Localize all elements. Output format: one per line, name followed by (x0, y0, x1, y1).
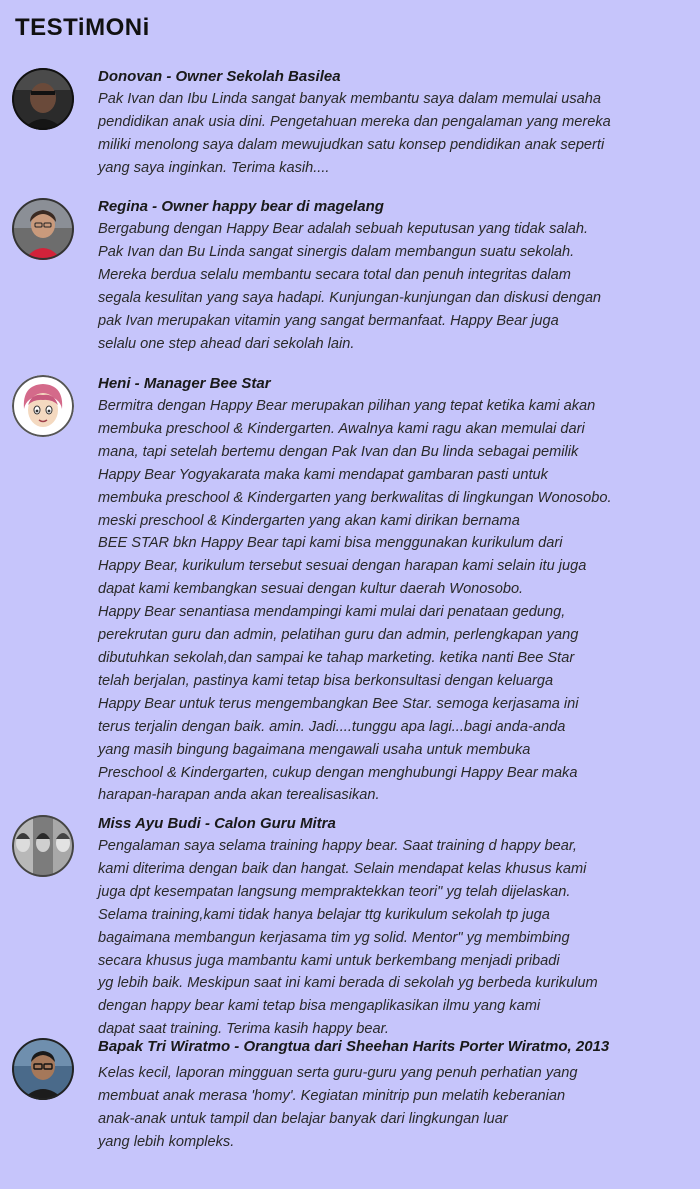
testimonial-line: Pak Ivan dan Bu Linda sangat sinergis dalam membangun suatu sekolah. (98, 243, 575, 260)
testimonial-author: Regina - Owner happy bear di magelang (98, 198, 384, 215)
avatar-photo (12, 198, 74, 260)
testimonial-line: Selama training,kami tidak hanya belajar ttg kurikulum sekolah tp juga (98, 906, 550, 923)
avatar-photo (12, 68, 74, 130)
testimonial-line: Happy Bear senantiasa mendampingi kami mulai dari penataan gedung, (98, 604, 566, 621)
testimonial-line: pak Ivan merupakan vitamin yang sangat bermanfaat. Happy Bear juga (98, 312, 559, 329)
avatar-photo-image (12, 198, 74, 260)
testimonial-line: Pengalaman saya selama training happy bear. Saat training d happy bear, (98, 838, 577, 854)
testimonial-line: membuat anak merasa 'homy'. Kegiatan minitrip pun melatih keberanian (98, 1087, 566, 1104)
testimonial-line: Pak Ivan dan Ibu Linda sangat banyak membantu saya dalam memulai usaha (98, 91, 601, 107)
testimonial-line: BEE STAR bkn Happy Bear tapi kami bisa menggunakan kurikulum dari (98, 535, 563, 552)
testimonial-line: mana, tapi setelah bertemu dengan Pak Ivan dan Bu linda sebagai pemilik (98, 443, 579, 460)
testimonial-author: Donovan - Owner Sekolah Basilea (98, 68, 341, 85)
testimonial-line: Happy Bear, kurikulum tersebut sesuai dengan harapan kami selain itu juga (98, 558, 587, 575)
testimonial-line: dengan happy bear kami tetap bisa mengaplikasikan ilmu yang kami (98, 998, 541, 1015)
testimonial-line: bagaimana membangun kerjasama tim yg solid. Mentor" yg membimbing (98, 929, 570, 946)
testimonial-body (98, 1062, 577, 1154)
testimonial-body (98, 218, 601, 355)
testimonial-author: Bapak Tri Wiratmo - Orangtua dari Sheehan Harits Porter Wiratmo, 2013 (98, 1038, 610, 1055)
testimonial-author: Miss Ayu Budi - Calon Guru Mitra (98, 815, 336, 832)
testimonial-line: miliki menolong saya dalam mewujudkan satu konsep pendidikan anak seperti (98, 136, 605, 153)
testimonial-line: membuka preschool & Kindergarten. Awalnya kami ragu akan memulai dari (98, 420, 585, 437)
testimonial-line: membuka preschool & Kindergarten yang berkwalitas di lingkungan Wonosobo. (98, 489, 612, 506)
testimonial-line: dibutuhkan sekolah,dan sampai ke tahap marketing. ketika nanti Bee Star (98, 649, 575, 666)
testimonial-line: yg lebih baik. Meskipun saat ini kami berada di sekolah yg berbeda kurikulum (98, 975, 598, 992)
testimonial-line: perekrutan guru dan admin, pelatihan guru dan admin, perlengkapan yang (98, 627, 579, 644)
testimonial-line: dapat saat training. Terima kasih happy bear. (98, 1021, 389, 1038)
testimonial-line: dapat kami kembangkan sesuai dengan kultur daerah Wonosobo. (98, 581, 524, 598)
testimonial-line: pendidikan anak usia dini. Pengetahuan mereka dan pengalaman yang mereka (98, 113, 611, 130)
avatar-photo-image (12, 68, 74, 130)
testimonial-body (98, 835, 598, 1041)
avatar-cartoon (12, 375, 74, 437)
page-title: TESTiMONi (15, 14, 150, 41)
avatar-photo-image (12, 1038, 74, 1100)
testimonial-line: yang masih bingung bagaimana mengawali usaha untuk membuka (98, 741, 531, 758)
testimonial-body (98, 88, 611, 180)
testimonial-body (98, 395, 612, 807)
avatar-photo (12, 815, 74, 877)
testimonial-line: yang saya inginkan. Terima kasih.... (98, 159, 330, 176)
testimonial-author: Heni - Manager Bee Star (98, 375, 271, 392)
avatar-cartoon-image (12, 375, 74, 437)
avatar-photo (12, 1038, 74, 1100)
testimonial-line: juga dpt kesempatan langsung mempraktekkan teori" yg telah dijelaskan. (98, 883, 571, 900)
testimonial-line: Happy Bear untuk terus mengembangkan Bee Star. semoga kerjasama ini (98, 695, 579, 712)
testimonial-line: anak-anak untuk tampil dan belajar banyak dari lingkungan luar (98, 1110, 508, 1127)
testimonial-line: selalu one step ahead dari sekolah lain. (98, 335, 355, 352)
testimonial-line: meski preschool & Kindergarten yang akan kami dirikan bernama (98, 512, 520, 529)
testimonial-line: Bergabung dengan Happy Bear adalah sebuah keputusan yang tidak salah. (98, 221, 589, 237)
testimonial-line: yang lebih kompleks. (98, 1133, 235, 1150)
testimonial-line: segala kesulitan yang saya hadapi. Kunjungan-kunjungan dan diskusi dengan (98, 289, 602, 306)
testimonial-line: terus terjalin dengan baik. amin. Jadi....tunggu apa lagi...bagi anda-anda (98, 718, 566, 735)
avatar-photo-image (12, 815, 74, 877)
testimonial-line: Kelas kecil, laporan mingguan serta guru-guru yang penuh perhatian yang (98, 1065, 578, 1081)
testimonial-line: telah berjalan, pastinya kami tetap bisa berkonsultasi dengan keluarga (98, 672, 554, 689)
testimonial-line: secara khusus juga mambantu kami untuk berkembang menjadi pribadi (98, 952, 560, 969)
testimonial-line: Preschool & Kindergarten, cukup dengan menghubungi Happy Bear maka (98, 764, 578, 781)
testimonial-line: Bermitra dengan Happy Bear merupakan pilihan yang tepat ketika kami akan (98, 398, 596, 414)
testimonial-line: harapan-harapan anda akan terealisasikan. (98, 787, 380, 804)
testimonial-line: kami diterima dengan baik dan hangat. Selain mendapat kelas khusus kami (98, 860, 587, 877)
testimonial-line: Happy Bear Yogyakarata maka kami mendapat gambaran pasti untuk (98, 466, 548, 483)
testimonial-line: Mereka berdua selalu membantu secara total dan penuh integritas dalam (98, 266, 571, 283)
